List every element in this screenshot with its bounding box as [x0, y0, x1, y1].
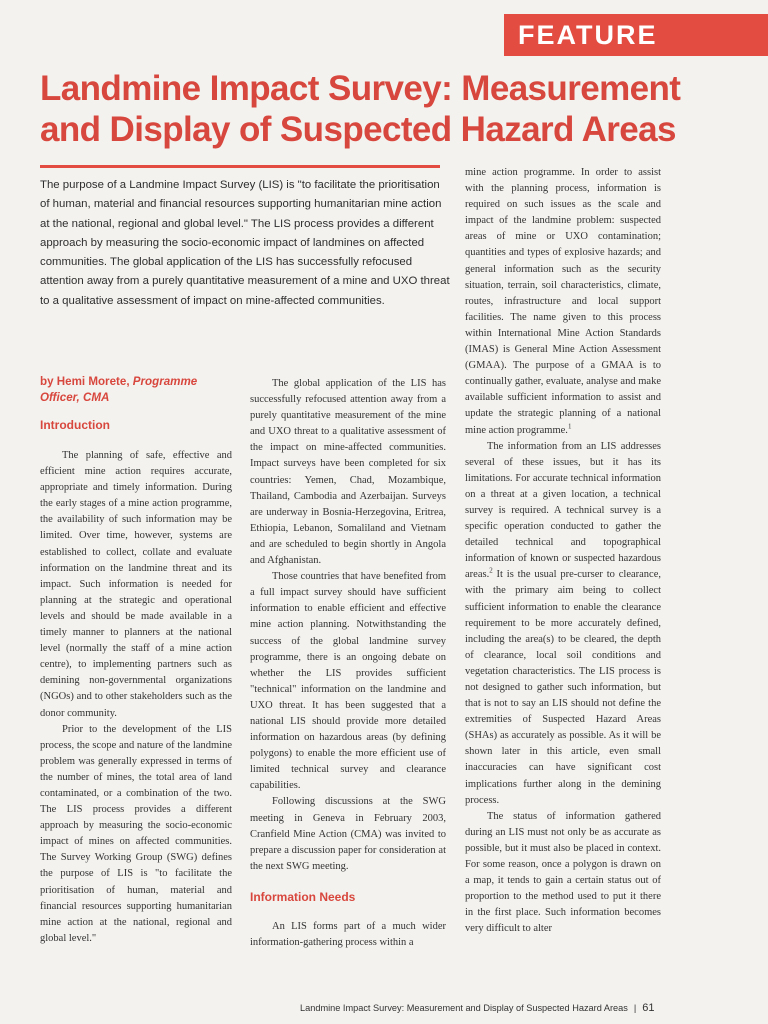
col2-paragraph: Those countries that have benefited from a full impact survey should have sufficient information to enable efficient and effective mine action planning. Notwithstanding the success of the global landmine survey programme, there is an ongoing debate on whether the LIS provides sufficient "technical" information on the landmine and UXO threat. It has been suggested that a national LIS should provide more detailed information on hazardous areas (by defining polygons) to enable the more efficient use of limited technical survey and clearance capabilities.: [250, 571, 446, 792]
page-number: 61: [642, 1002, 655, 1014]
byline: [40, 374, 240, 406]
col1-paragraph: Prior to the development of the LIS process, the scope and nature of the landmine problem was generally expressed in terms of the number of mines, the total area of land contaminated, or a combination of the two. The LIS process provides a different approach by measuring the socio-economic impact of mines on affected communities. The Survey Working Group (SWG) defines the purpose of LIS is "to facilitate the prioritisation of human, material and financial resources supporting humanitarian mine action at the national, regional and global level.": [40, 723, 232, 944]
col3-paragraph: [465, 165, 661, 439]
title-rule: [40, 165, 440, 168]
col3-text: It is the usual pre-curser to clearance, with the primary aim being to collect sufficient information to enable the clearance requirement to be more accurately defined, including the area(s) to be cleared, the depth of clearance, local soil conditions and vegetation characteristics. The LIS process is not designed to gather such information, but that is not to say an LIS should not define the extremities of Suspected Hazard Areas (SHAs) as accurately as possible. As it will be shown later in this article, even small inaccuracies can have significant cost implications further along in the demining process.: [465, 569, 661, 806]
footer-separator: |: [633, 1003, 637, 1013]
column-2: [250, 376, 446, 951]
feature-label: FEATURE: [518, 20, 658, 50]
heading-introduction: Introduction: [40, 418, 110, 432]
heading-information-needs: Information Needs: [250, 889, 356, 904]
col3-paragraph: [465, 439, 661, 809]
col2-paragraph: Following discussions at the SWG meeting in Geneva in February 2003, Cranfield Mine Action (CMA) was invited to prepare a discussion paper for consideration at the next SWG meeting.: [250, 796, 446, 872]
page-footer: [300, 1002, 760, 1014]
footer-running-title: Landmine Impact Survey: Measurement and Display of Suspected Hazard Areas: [300, 1003, 628, 1013]
footnote-ref-1[interactable]: 1: [567, 422, 572, 430]
col3-text: mine action programme. In order to assist with the planning process, information is required on such issues as the scale and impact of the landmine problem: suspected areas of mine or UXO contamination; quantities and types of explosive hazards; and general information such as the security situation, terrain, soil characteristics, climate, routes, infrastructure and local support facilities. The name given to this process within International Mine Action Standards (IMAS) is General Mine Action Assessment (GMAA). The purpose of a GMAA is to continually gather, evaluate, analyse and make available sufficient information to assist and update the strategic planning of a national mine action programme.: [465, 167, 661, 436]
footnote-ref-2[interactable]: 2: [489, 566, 493, 575]
col3-paragraph: The status of information gathered during an LIS must not only be as accurate as possible, but it must also be placed in context. For some reason, once a polygon is drawn on a map, it tends to gain a certain status out of proportion to the method used to put it there in the first place. Such information becomes very difficult to alter: [465, 810, 661, 935]
intro-paragraph: The purpose of a Landmine Impact Survey (LIS) is "to facilitate the prioritisation of human, material and financial resources supporting humanitarian mine action at the national, regional and global level." The LIS process provides a different approach by measuring the socio-economic impact of landmines on affected communities. The global application of the LIS has successfully refocused attention away from a purely quantitative measurement of a mine and UXO threat to a qualitative assessment of impact on mine-affected communities.: [40, 179, 450, 307]
col2-paragraph: The global application of the LIS has successfully refocused attention away from a purely quantitative measurement of the mine and UXO threat to a qualitative assessment of the impact on mine-affected communities. Impact surveys have been completed for six countries: Yemen, Chad, Mozambique, Thailand, Cambodia and Azerbaijan. Surveys are underway in Bosnia-Herzegovina, Eritrea, Ethiopia, Lebanon, Somaliland and Vietnam and are scheduled to begin shortly in Angola and Afghanistan.: [250, 378, 446, 567]
col1-paragraph: The planning of safe, effective and efficient mine action requires accurate, appropriate and timely information. During the early stages of a mine action programme, the availability of such information may be limited. Over time, however, systems are established to collect, collate and evaluate information on the landmine threat and its impact. Such information is needed for planning at the strategic and operational levels and should be made available in a timely manner to planners at the national level (normally the staff of a mine action centre), to implementing partners such as demining non-governmental organizations (NGOs) and to other stakeholders such as the donor community.: [40, 450, 232, 719]
article-title: Landmine Impact Survey: Measurement and Display of Suspected Hazard Areas: [40, 69, 681, 149]
byline-role: Programme Officer, CMA: [40, 375, 198, 404]
col3-text: The information from an LIS addresses several of these issues, but it has its limitations. For accurate technical information on a threat at a given location, a technical survey is required. A technical survey is a specific operation conducted to gather the detailed technical and topographical information of known or suspected hazardous areas.: [465, 440, 661, 581]
feature-banner: [504, 14, 768, 56]
col2-paragraph: An LIS forms part of a much wider information-gathering process within a: [250, 921, 446, 949]
byline-author: by Hemi Morete,: [40, 375, 133, 388]
column-3: [465, 165, 661, 938]
column-1: [40, 448, 232, 947]
